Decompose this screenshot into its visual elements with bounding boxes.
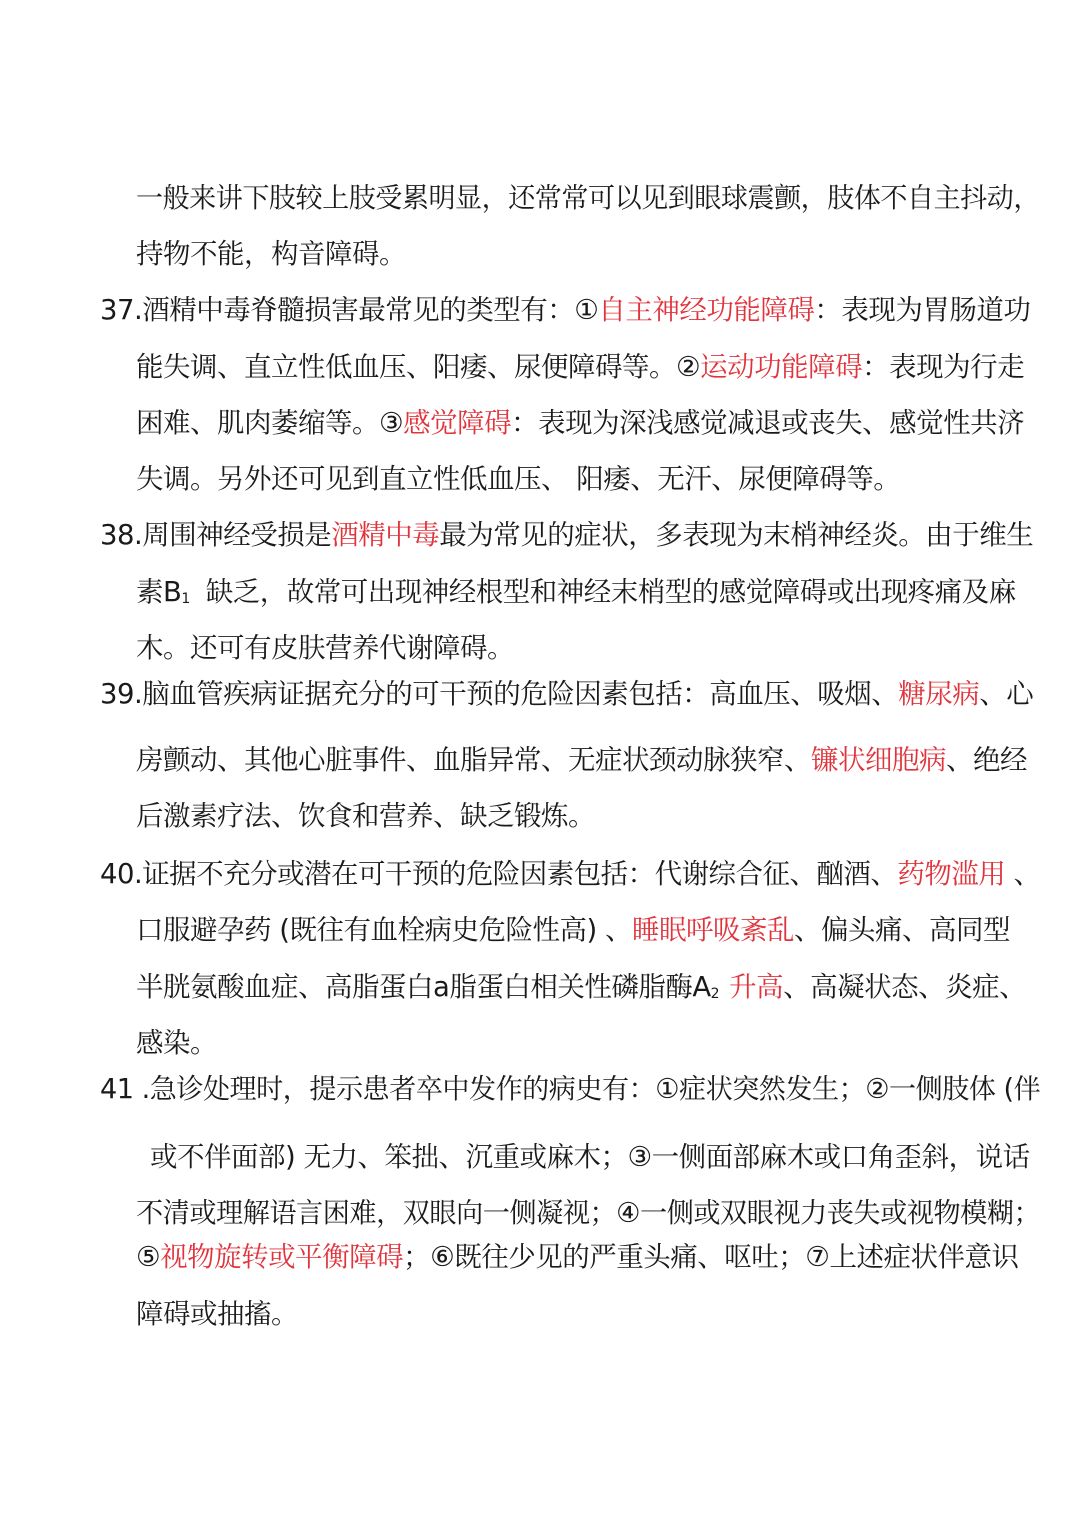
text-run: ；⑥既往少见的严重头痛、呕吐；⑦上述症状伴意识 — [403, 1241, 1019, 1273]
item-39-line-1 — [100, 677, 1033, 711]
text-run: 能失调、直立性低血压、阳痿、尿便障碍等。② — [136, 351, 701, 383]
text-run: 半胱氨酸血症、高脂蛋白a脂蛋白相关性磷脂酶A — [136, 971, 711, 1003]
item-41-line-2 — [150, 1140, 1030, 1174]
text-run: 最为常见的症状，多表现为末梢神经炎。由于维生 — [439, 519, 1034, 551]
highlight-term: 运动功能障碍 — [700, 351, 863, 383]
highlight-term: 酒精中毒 — [331, 519, 440, 551]
item-39-line-3 — [136, 799, 595, 833]
item-37-line-4 — [136, 462, 900, 496]
text-run: 不清或理解语言困难，双眼向一侧凝视；④一侧或双眼视力丧失或视物模糊； — [136, 1197, 1041, 1229]
text-run: 后激素疗法、饮食和营养、缺乏锻炼。 — [136, 800, 595, 832]
subscript: 1 — [181, 591, 190, 607]
item-40-line-2 — [136, 913, 1010, 947]
highlight-term: 糖尿病 — [898, 678, 980, 710]
item-36-line-2 — [136, 237, 406, 271]
subscript: 2 — [710, 986, 720, 1002]
text-run: 或不伴面部) 无力、笨拙、沉重或麻木；③一侧面部麻木或口角歪斜，说话 — [150, 1141, 1030, 1173]
text-run: 缺乏，故常可出现神经根型和神经末梢型的感觉障碍或出现疼痛及麻 — [205, 576, 1016, 608]
highlight-term: 感觉障碍 — [403, 407, 512, 439]
text-run: 、高凝状态、炎症、 — [783, 971, 1027, 1003]
text-run: 持物不能，构音障碍。 — [136, 238, 406, 270]
text-run: ：表现为深浅感觉减退或丧失、感觉性共济 — [511, 407, 1025, 439]
item-37-line-2 — [136, 350, 1024, 384]
item-36-line-1 — [136, 181, 1040, 215]
highlight-term: 升高 — [729, 971, 784, 1003]
text-run: 一般来讲下肢较上肢受累明显，还常常可以见到眼球震颤，肢体不自主抖动， — [136, 182, 1040, 214]
text-run: 障碍或抽搐。 — [136, 1298, 298, 1330]
text-run: ：表现为行走 — [862, 351, 1025, 383]
highlight-term: 镰状细胞病 — [811, 744, 946, 776]
item-41-line-4 — [136, 1240, 1018, 1274]
item-40-line-4 — [136, 1026, 217, 1060]
text-run: 困难、肌肉萎缩等。③ — [136, 407, 404, 439]
highlight-term: 睡眠呼吸紊乱 — [631, 914, 794, 946]
item-37-line-3 — [136, 406, 1024, 440]
text-run: 、心 — [979, 678, 1034, 710]
item-40-line-3 — [136, 970, 1026, 1009]
item-41-line-3 — [136, 1196, 1040, 1230]
item-38-line-2 — [136, 575, 1016, 614]
text-run: 房颤动、其他心脏事件、血脂异常、无症状颈动脉狭窄、 — [136, 744, 811, 776]
text-run: 素B — [136, 576, 182, 608]
text-run: 37.酒精中毒脊髓损害最常见的类型有：① — [100, 294, 599, 326]
highlight-term: 视物旋转或平衡障碍 — [160, 1241, 404, 1273]
highlight-term: 药物滥用 — [897, 858, 1006, 890]
item-39-line-2 — [136, 743, 1027, 777]
highlight-term: 自主神经功能障碍 — [598, 294, 815, 326]
item-38-line-3 — [136, 631, 514, 665]
text-run: 38.周围神经受损是 — [100, 519, 332, 551]
text-run: 39.脑血管疾病证据充分的可干预的危险因素包括：高血压、吸烟、 — [100, 678, 899, 710]
item-38-line-1 — [100, 518, 1033, 552]
text-run: 40.证据不充分或潜在可干预的危险因素包括：代谢综合征、酗酒、 — [100, 858, 898, 890]
text-run: 木。还可有皮肤营养代谢障碍。 — [136, 632, 514, 664]
text-run: 、偏头痛、高同型 — [793, 914, 1010, 946]
item-37-line-1 — [100, 293, 1030, 327]
text-run: 失调。另外还可见到直立性低血压、 阳痿、无汗、尿便障碍等。 — [136, 463, 901, 495]
item-41-line-1 — [100, 1072, 1040, 1106]
item-41-line-5 — [136, 1297, 298, 1331]
text-run: ：表现为胃肠道功 — [814, 294, 1031, 326]
item-40-line-1 — [100, 857, 1040, 891]
text-run: 口服避孕药 (既往有血栓病史危险性高) 、 — [136, 914, 632, 946]
text-run: 41 .急诊处理时，提示患者卒中发作的病史有：①症状突然发生；②一侧肢体 (伴 — [100, 1073, 1041, 1105]
text-run: 、 — [1005, 858, 1041, 890]
text-run: 感染。 — [136, 1027, 217, 1059]
text-run: 、绝经 — [946, 744, 1027, 776]
text-run: ⑤ — [136, 1241, 161, 1273]
